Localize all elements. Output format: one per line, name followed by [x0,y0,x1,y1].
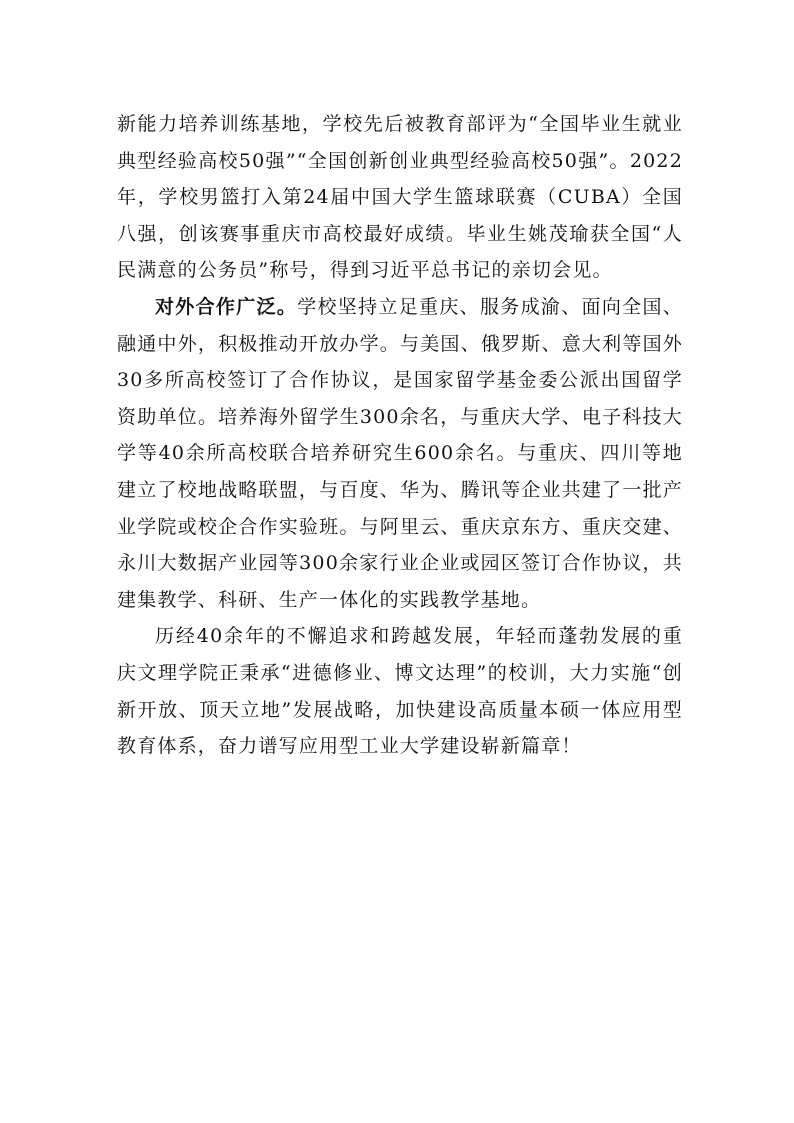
paragraph-continuation [117,106,683,289]
paragraph-conclusion [117,618,683,764]
paragraph-text: 新能力培养训练基地，学校先后被教育部评为“全国毕业生就业典型经验高校50强”“全国创新创业典型经验高校50强”。2022年，学校男篮打入第24届中国大学生篮球联赛（CUBA）全国八强，创该赛事重庆市高校最好成绩。毕业生姚茂瑜获全国“人民满意的公务员”称号，得到习近平总书记的亲切会见。 [117,113,683,282]
paragraph-text: 学校坚持立足重庆、服务成渝、面向全国、融通中外，积极推动开放办学。与美国、俄罗斯、意大利等国外30多所高校签订了合作协议，是国家留学基金委公派出国留学资助单位。培养海外留学生300余名，与重庆大学、电子科技大学等40余所高校联合培养研究生600余名。与重庆、四川等地建立了校地战略联盟，与百度、华为、腾讯等企业共建了一批产业学院或校企合作实验班。与阿里云、重庆京东方、重庆交建、永川大数据产业园等300余家行业企业或园区签订合作协议，共建集教学、科研、生产一体化的实践教学基地。 [117,295,683,611]
paragraph-external-cooperation [117,289,683,618]
document-page [117,106,683,765]
paragraph-lead-heading: 对外合作广泛。 [155,295,298,318]
paragraph-text: 历经40余年的不懈追求和跨越发展，年轻而蓬勃发展的重庆文理学院正秉承“进德修业、博文达理”的校训，大力实施“创新开放、顶天立地”发展战略，加快建设高质量本硕一体应用型教育体系，奋力谱写应用型工业大学建设崭新篇章！ [117,625,683,758]
